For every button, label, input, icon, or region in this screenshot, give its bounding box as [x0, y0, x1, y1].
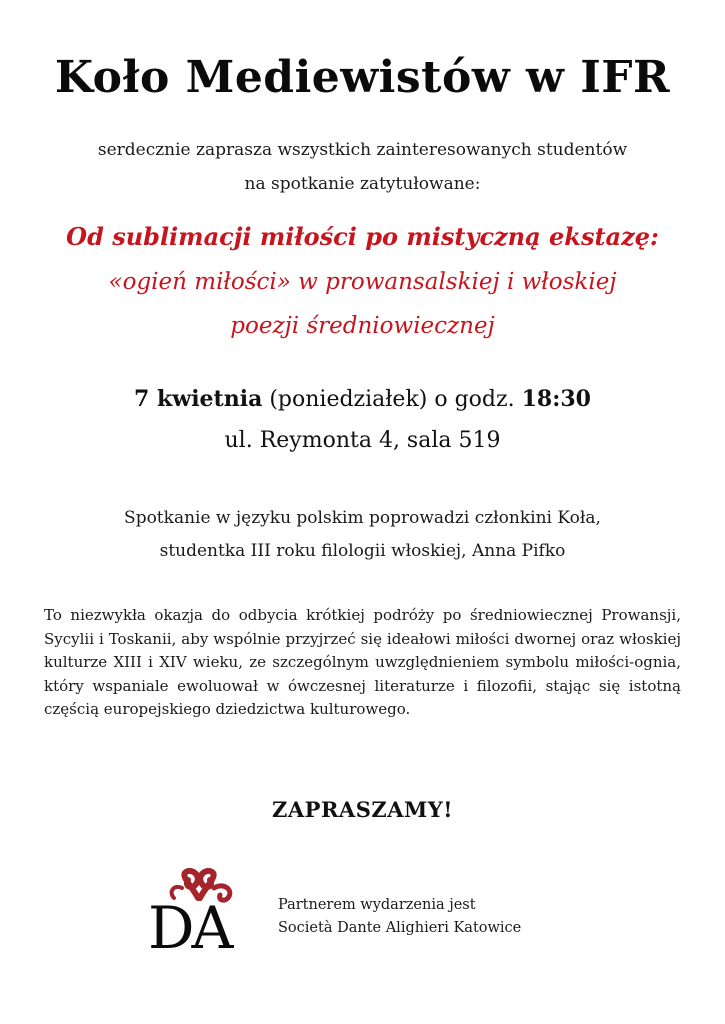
event-description: To niezwykła okazja do odbycia krótkiej podróży po średniowiecznej Prowansji, Sycylii i Toskanii, aby wspólnie przyjrzeć się ideałowi miłości dwornej oraz włoskiej kulturze XIII i XIV wieku, ze szczególnym uwzględnieniem symbolu miłości-ognia, który wspaniale ewoluował w ówczesnej literaturze i filozofii, stając się istotną częścią europejskiego dziedzictwa kulturowego. — [44, 606, 681, 718]
speaker-line-1: Spotkanie w języku polskim poprowadzi członkini Koła, — [124, 508, 601, 528]
speaker-line-2: studentka III roku filologii włoskiej, Anna Pifko — [159, 541, 566, 561]
event-weekday: (poniedziałek) o godz. — [269, 387, 515, 412]
dante-alighieri-logo — [146, 868, 252, 964]
invitation-line-1: serdecznie zaprasza wszystkich zainteresowanych studentów — [97, 140, 628, 160]
event-date: 7 kwietnia — [134, 386, 263, 412]
invitation-line-2: na spotkanie zatytułowane: — [244, 174, 481, 194]
call-to-action: ZAPRASZAMY! — [272, 797, 453, 822]
event-datetime — [0, 386, 725, 412]
logo-lettering: DA — [148, 894, 231, 962]
partner-line-1: Partnerem wydarzenia jest — [278, 897, 476, 913]
page-title: Koło Mediewistów w IFR — [54, 52, 671, 103]
partner-line-2: Società Dante Alighieri Katowice — [278, 920, 522, 936]
talk-title-line-1: Od sublimacji miłości po mistyczną ekstazę: — [66, 222, 659, 251]
talk-title-line-2: «ogień miłości» w prowansalskiej i włoskiej — [108, 269, 617, 295]
talk-title-line-3: poezji średniowiecznej — [230, 313, 495, 339]
event-time: 18:30 — [521, 386, 591, 412]
event-location: ul. Reymonta 4, sala 519 — [224, 428, 501, 453]
